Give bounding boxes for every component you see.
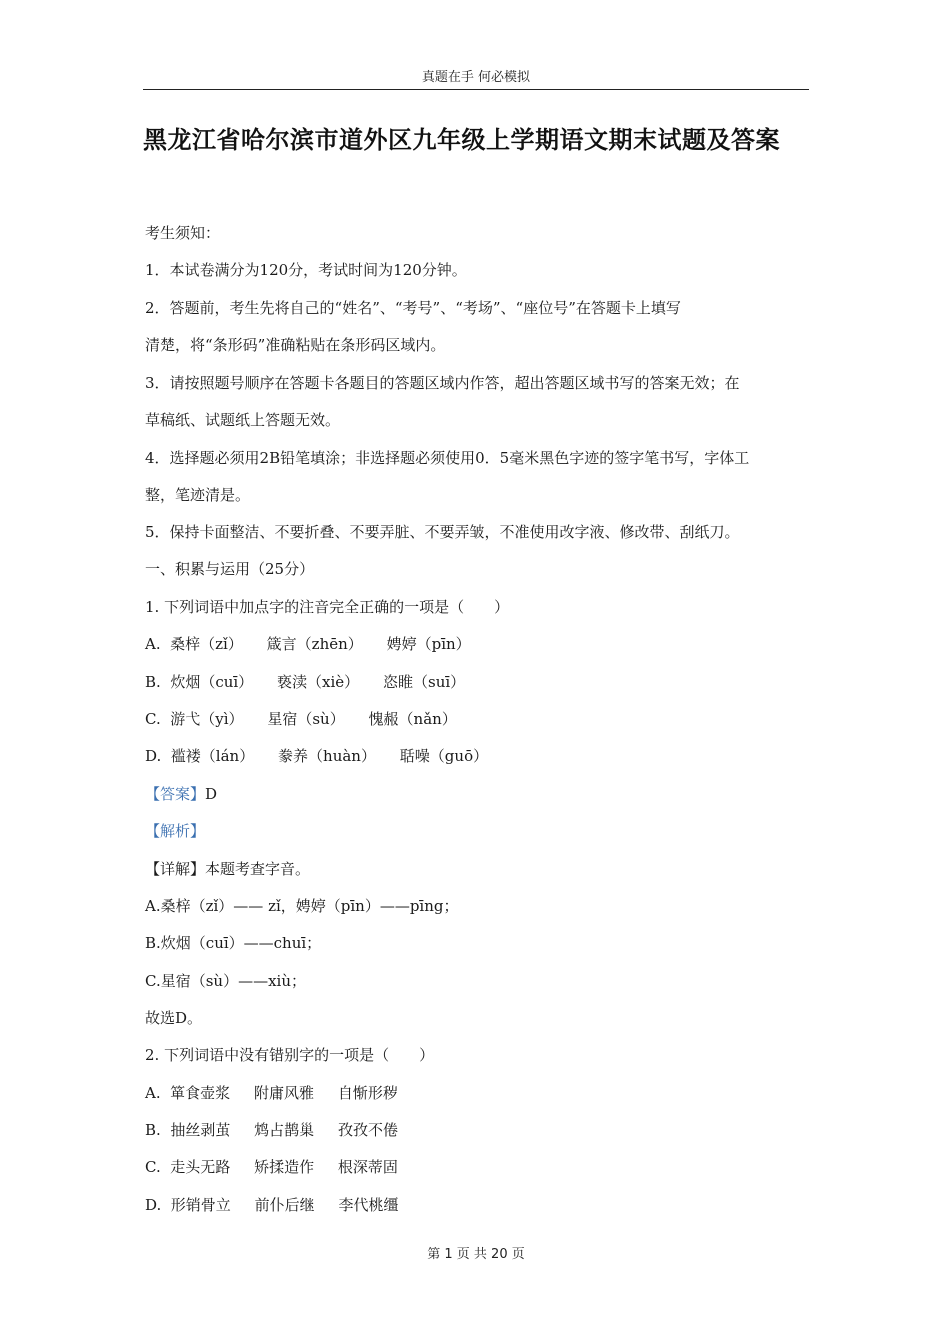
q2-option-b: B. 抽丝剥茧 鸩占鹊巢 孜孜不倦	[145, 1121, 399, 1139]
notice-item-4-line-2: 整，笔迹清是。	[145, 486, 251, 504]
page-header: 真题在手 何必模拟	[421, 70, 531, 85]
q2-stem: 2. 下列词语中没有错别字的一项是（ ）	[145, 1046, 435, 1064]
notice-item-3-line-2: 草稿纸、试题纸上答题无效。	[145, 411, 341, 429]
q2-option-c: C. 走头无路 矫揉造作 根深蒂固	[145, 1158, 398, 1176]
q1-conclusion: 故选D。	[145, 1009, 203, 1027]
q1-answer	[145, 783, 217, 804]
q1-option-a: A. 桑梓（zǐ） 箴言（zhēn） 娉婷（pīn）	[145, 635, 471, 653]
section-1-heading: 一、积累与运用（25分）	[145, 560, 315, 578]
notice-item-4-line-1: 4．选择题必须用2B铅笔填涂；非选择题必须使用0．5毫米黑色字迹的签字笔书写，字体工	[145, 449, 750, 467]
notice-item-5: 5．保持卡面整洁、不要折叠、不要弄脏、不要弄皱，不准使用改字液、修改带、刮纸刀。	[145, 523, 740, 541]
q2-option-a: A. 箪食壶浆 附庸风雅 自惭形秽	[145, 1084, 398, 1102]
q1-explanation-b: B.炊烟（cuī）——chuī；	[145, 934, 322, 952]
q1-option-d: D. 褴褛（lán） 豢养（huàn） 聒噪（guō）	[145, 747, 489, 765]
q1-detail: 【详解】本题考查字音。	[145, 860, 311, 878]
header-divider	[143, 89, 809, 90]
notice-item-3-line-1: 3．请按照题号顺序在答题卡各题目的答题区域内作答，超出答题区域书写的答案无效；在	[145, 374, 740, 392]
q1-explanation-a: A.桑梓（zǐ）—— zǐ，娉婷（pīn）——pīng；	[145, 897, 459, 915]
q1-option-b: B. 炊烟（cuī） 亵渎（xiè） 恣睢（suī）	[145, 673, 466, 691]
q1-option-c: C. 游弋（yì） 星宿（sù） 愧赧（nǎn）	[145, 710, 457, 728]
q2-option-d: D. 形销骨立 前仆后继 李代桃缰	[145, 1196, 399, 1214]
analysis-tag: 【解析】	[145, 822, 206, 840]
notice-heading: 考生须知：	[145, 224, 221, 242]
q1-explanation-c: C.星宿（sù）——xiù；	[145, 972, 306, 990]
notice-item-2-line-2: 清楚，将“条形码”准确粘贴在条形码区域内。	[145, 336, 446, 354]
q1-stem: 1. 下列词语中加点字的注音完全正确的一项是（ ）	[145, 598, 510, 616]
answer-tag: 【答案】	[145, 785, 206, 803]
page-footer: 第 1 页 共 20 页	[427, 1247, 525, 1262]
notice-item-2-line-1: 2．答题前，考生先将自己的“姓名”、“考号”、“考场”、“座位号”在答题卡上填写	[145, 299, 681, 317]
notice-item-1: 1．本试卷满分为120分，考试时间为120分钟。	[145, 261, 467, 279]
answer-value: D	[205, 785, 218, 803]
document-title: 黑龙江省哈尔滨市道外区九年级上学期语文期末试题及答案	[143, 126, 780, 154]
